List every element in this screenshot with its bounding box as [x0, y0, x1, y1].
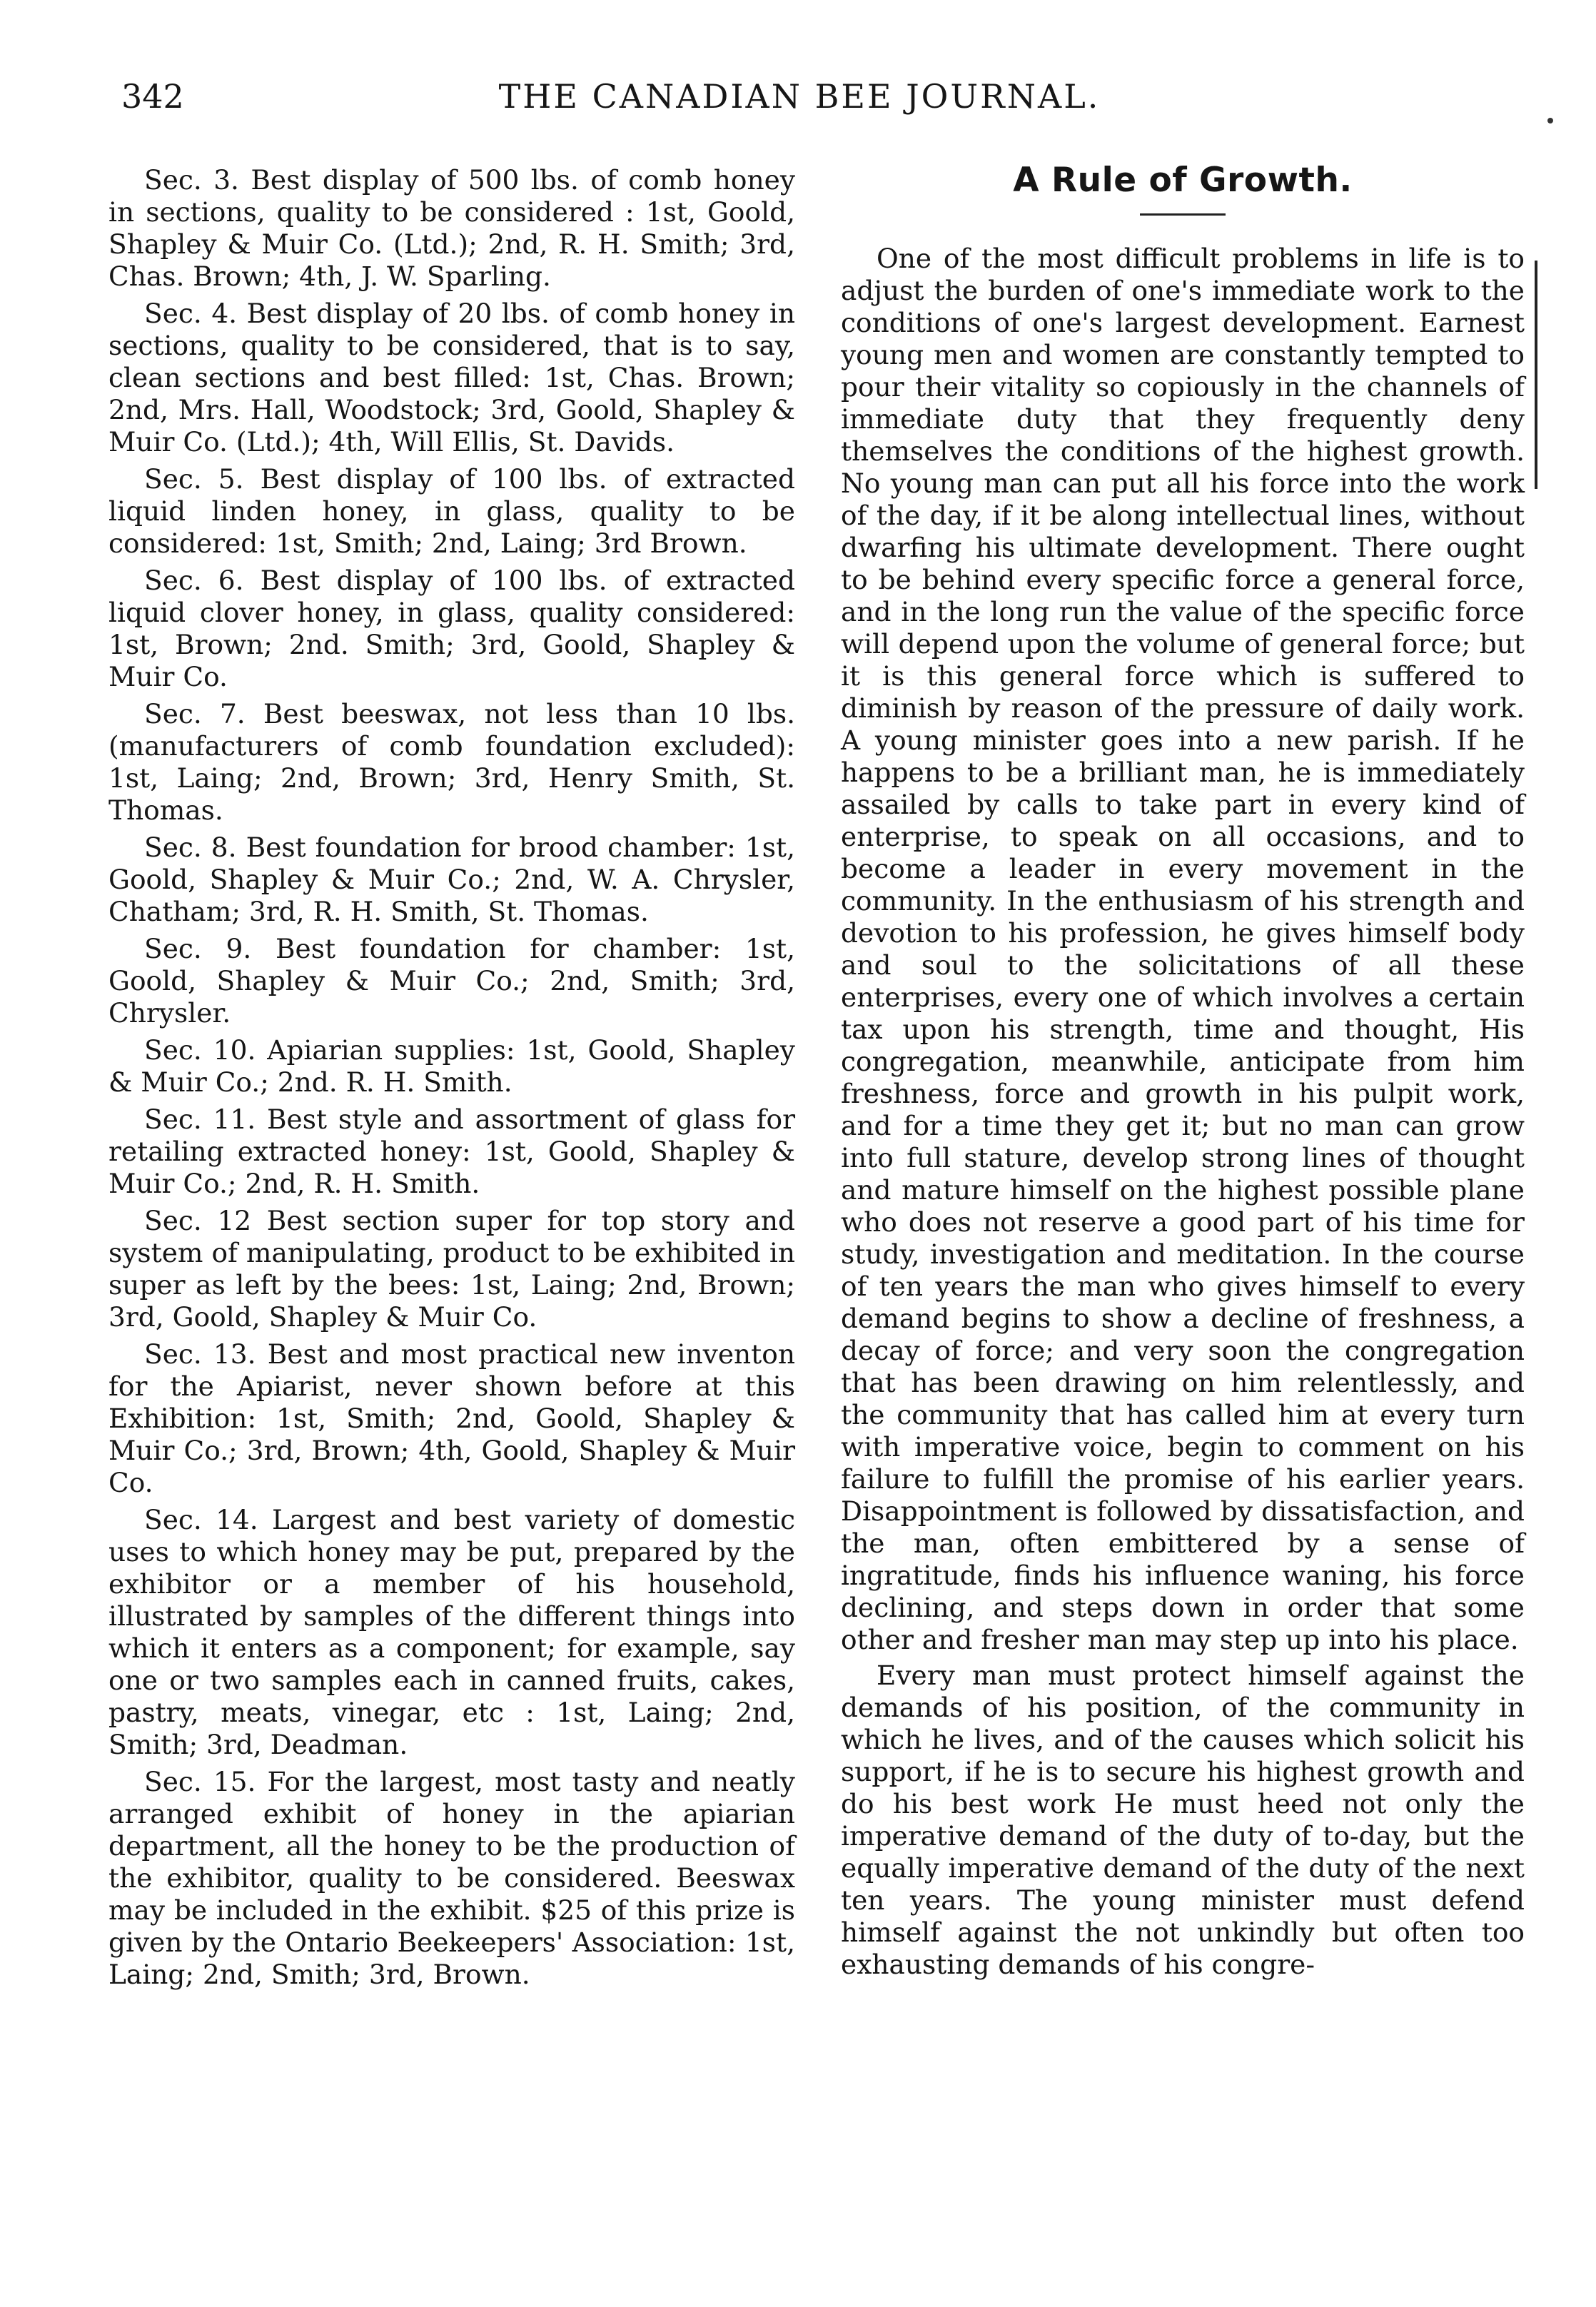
left-column [108, 164, 795, 1996]
prize-entry-sec-6: Sec. 6. Best display of 100 lbs. of extracted liquid clover honey, in glass, quality considered: 1st, Brown; 2nd. Smith; 3rd, Goold, Shapley & Muir Co. [108, 565, 795, 692]
right-column [841, 161, 1525, 1984]
prize-entry-sec-8: Sec. 8. Best foundation for brood chamber: 1st, Goold, Shapley & Muir Co.; 2nd, W. A. Chrysler, Chatham; 3rd, R. H. Smith, St. Thomas. [108, 832, 795, 927]
prize-entry-sec-12: Sec. 12 Best section super for top story and system of manipulating, product to be exhibited in super as left by the bees: 1st, Laing; 2nd, Brown; 3rd, Goold, Shapley & Muir Co. [108, 1205, 795, 1333]
article-paragraph: Every man must protect himself against the demands of his position, of the community in which he lives, and of the causes which solicit his support, if he is to secure his highest growth and do his best work He must heed not only the imperative demand of the duty of to-day, but the equally imperative demand of the duty of the next ten years. The young minister must defend himself against the not unkindly but often too exhausting demands of his congre- [841, 1660, 1525, 1980]
prize-entry-sec-3: Sec. 3. Best display of 500 lbs. of comb honey in sections, quality to be considered : 1st, Goold, Shapley & Muir Co. (Ltd.); 2nd, R. H. Smith; 3rd, Chas. Brown; 4th, J. W. Sparling. [108, 164, 795, 292]
margin-rule [1535, 261, 1537, 489]
title-rule [1140, 213, 1226, 216]
prize-entry-sec-9: Sec. 9. Best foundation for chamber: 1st, Goold, Shapley & Muir Co.; 2nd, Smith; 3rd, Chrysler. [108, 933, 795, 1029]
prize-entry-sec-4: Sec. 4. Best display of 20 lbs. of comb honey in sections, quality to be considered, that is to say, clean sections and best filled: 1st, Chas. Brown; 2nd, Mrs. Hall, Woodstock; 3rd, Goold, Shapley & Muir Co. (Ltd.); 4th, Will Ellis, St. Davids. [108, 298, 795, 458]
article-paragraph: One of the most difficult problems in life is to adjust the burden of one's immediate work to the conditions of one's largest development. Earnest young men and women are constantly tempted to pour their vitality so copiously in the channels of immediate duty that they frequently deny themselves the conditions of the highest growth. No young man can put all his force into the work of the day, if it be along intellectual lines, without dwarfing his ultimate development. There ought to be behind every specific force a general force, and in the long run the value of the specific force will depend upon the volume of general force; but it is this general force which is suffered to diminish by reason of the pressure of daily work. A young minister goes into a new parish. If he happens to be a brilliant man, he is immediately assailed by calls to take part in every kind of enterprise, to speak on all occasions, and to become a leader in every movement in the community. In the enthusiasm of his strength and devotion to his profession, he gives himself body and soul to the solicitations of all these enterprises, every one of which involves a certain tax upon his strength, time and thought, His congregation, meanwhile, anticipate from him freshness, force and growth in his pulpit work, and for a time they get it; but no man can grow into full stature, develop strong lines of thought and mature himself on the highest possible plane who does not reserve a good part of his time for study, investigation and meditation. In the course of ten years the man who gives himself to every demand begins to show a decline of freshness, a decay of force; and very soon the congregation that has been drawing on him relentlessly, and the community that has called him at every turn with imperative voice, begin to comment on his failure to fulfill the promise of his earlier years. Disappointment is followed by dissatisfaction, and the man, often embittered by a sense of ingratitude, finds his influence waning, his force declining, and steps down in order that some other and fresher man may step up into his place. [841, 243, 1525, 1655]
margin-dot [1547, 118, 1553, 123]
article-title: A Rule of Growth. [1013, 161, 1353, 200]
page-number: 342 [121, 77, 184, 116]
page-header [121, 77, 1478, 127]
prize-entry-sec-7: Sec. 7. Best beeswax, not less than 10 lbs. (manufacturers of comb foundation excluded): 1st, Laing; 2nd, Brown; 3rd, Henry Smith, St. Thomas. [108, 698, 795, 826]
prize-entry-sec-14: Sec. 14. Largest and best variety of domestic uses to which honey may be put, prepared by the exhibitor or a member of his household, illustrated by samples of the different things into which it enters as a component; for example, say one or two samples each in canned fruits, cakes, pastry, meats, vinegar, etc : 1st, Laing; 2nd, Smith; 3rd, Deadman. [108, 1504, 795, 1760]
prize-entry-sec-5: Sec. 5. Best display of 100 lbs. of extracted liquid linden honey, in glass, quality to be considered: 1st, Smith; 2nd, Laing; 3rd Brown. [108, 463, 795, 559]
prize-entry-sec-15: Sec. 15. For the largest, most tasty and neatly arranged exhibit of honey in the apiarian department, all the honey to be the production of the exhibitor, quality to be considered. Beeswax may be included in the exhibit. $25 of this prize is given by the Ontario Beekeepers' Association: 1st, Laing; 2nd, Smith; 3rd, Brown. [108, 1766, 795, 1990]
prize-entry-sec-10: Sec. 10. Apiarian supplies: 1st, Goold, Shapley & Muir Co.; 2nd. R. H. Smith. [108, 1034, 795, 1098]
prize-entry-sec-11: Sec. 11. Best style and assortment of glass for retailing extracted honey: 1st, Goold, Shapley & Muir Co.; 2nd, R. H. Smith. [108, 1104, 795, 1199]
prize-entry-sec-13: Sec. 13. Best and most practical new inventon for the Apiarist, never shown before at this Exhibition: 1st, Smith; 2nd, Goold, Shapley & Muir Co.; 3rd, Brown; 4th, Goold, Shapley & Muir Co. [108, 1338, 795, 1498]
journal-title: THE CANADIAN BEE JOURNAL. [498, 77, 1101, 116]
